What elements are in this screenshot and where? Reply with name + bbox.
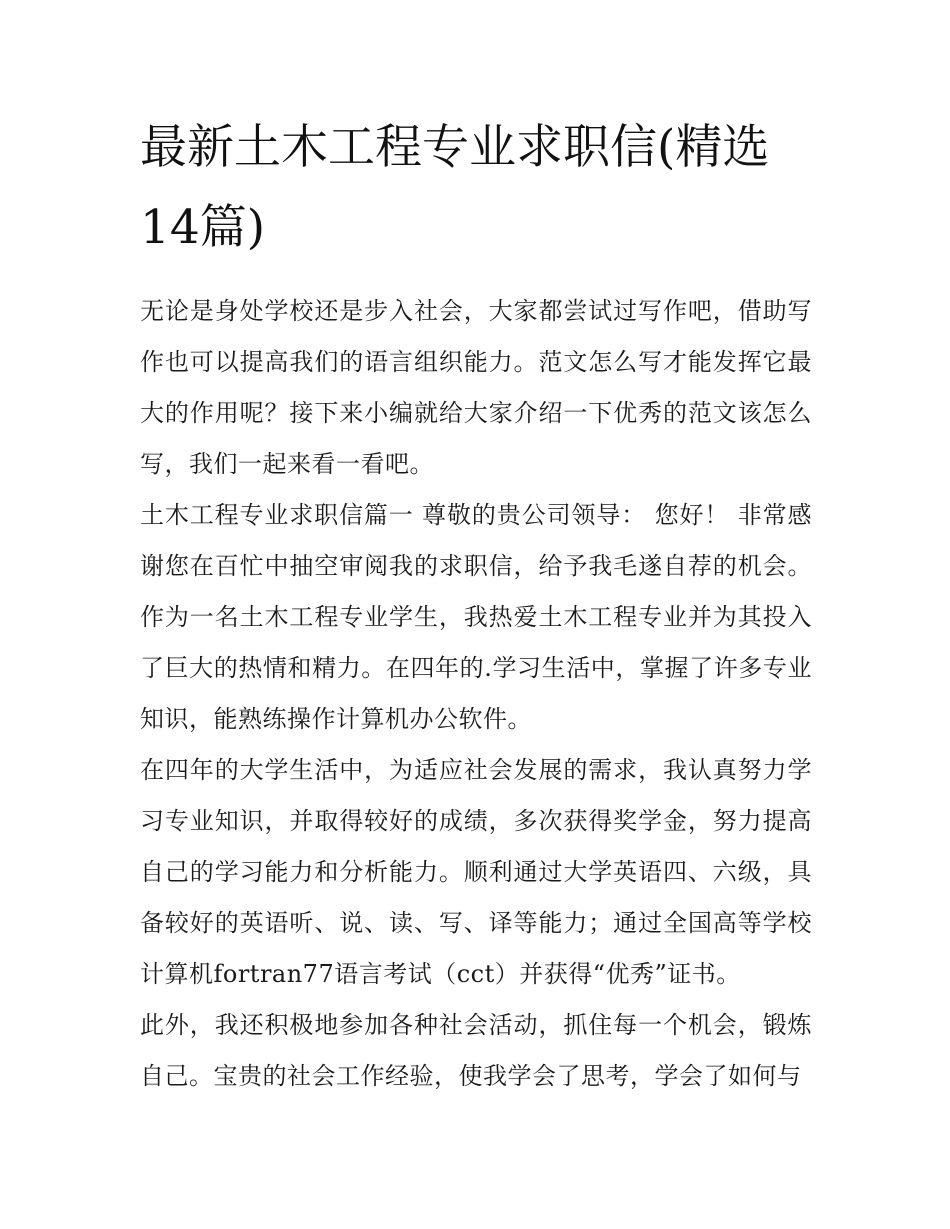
document-content	[140, 108, 812, 1102]
paragraph-letter-opening: 土木工程专业求职信篇一 尊敬的贵公司领导： 您好！ 非常感谢您在百忙中抽空审阅我的求职信，给予我毛遂自荐的机会。作为一名土木工程专业学生，我热爱土木工程专业并为其投入了巨大的热情和精力。在四年的.学习生活中，掌握了许多专业知识，能熟练操作计算机办公软件。	[140, 501, 812, 733]
paragraph-intro: 无论是身处学校还是步入社会，大家都尝试过写作吧，借助写作也可以提高我们的语言组织能力。范文怎么写才能发挥它最大的作用呢？接下来小编就给大家介绍一下优秀的范文该怎么写，我们一起来看一看吧。	[140, 297, 812, 478]
paragraph-college-life: 在四年的大学生活中，为适应社会发展的需求，我认真努力学习专业知识，并取得较好的成绩，多次获得奖学金，努力提高自己的学习能力和分析能力。顺利通过大学英语四、六级，具备较好的英语听、说、读、写、译等能力；通过全国高等学校计算机fortran77语言考试（cct）并获得“优秀”证书。	[140, 756, 812, 988]
document-body	[140, 286, 812, 1102]
document-title: 最新土木工程专业求职信(精选14篇)	[140, 120, 770, 255]
paragraph-social-activities: 此外，我还积极地参加各种社会活动，抓住每一个机会，锻炼自己。宝贵的社会工作经验，使我学会了思考，学会了如何与	[140, 1011, 812, 1090]
